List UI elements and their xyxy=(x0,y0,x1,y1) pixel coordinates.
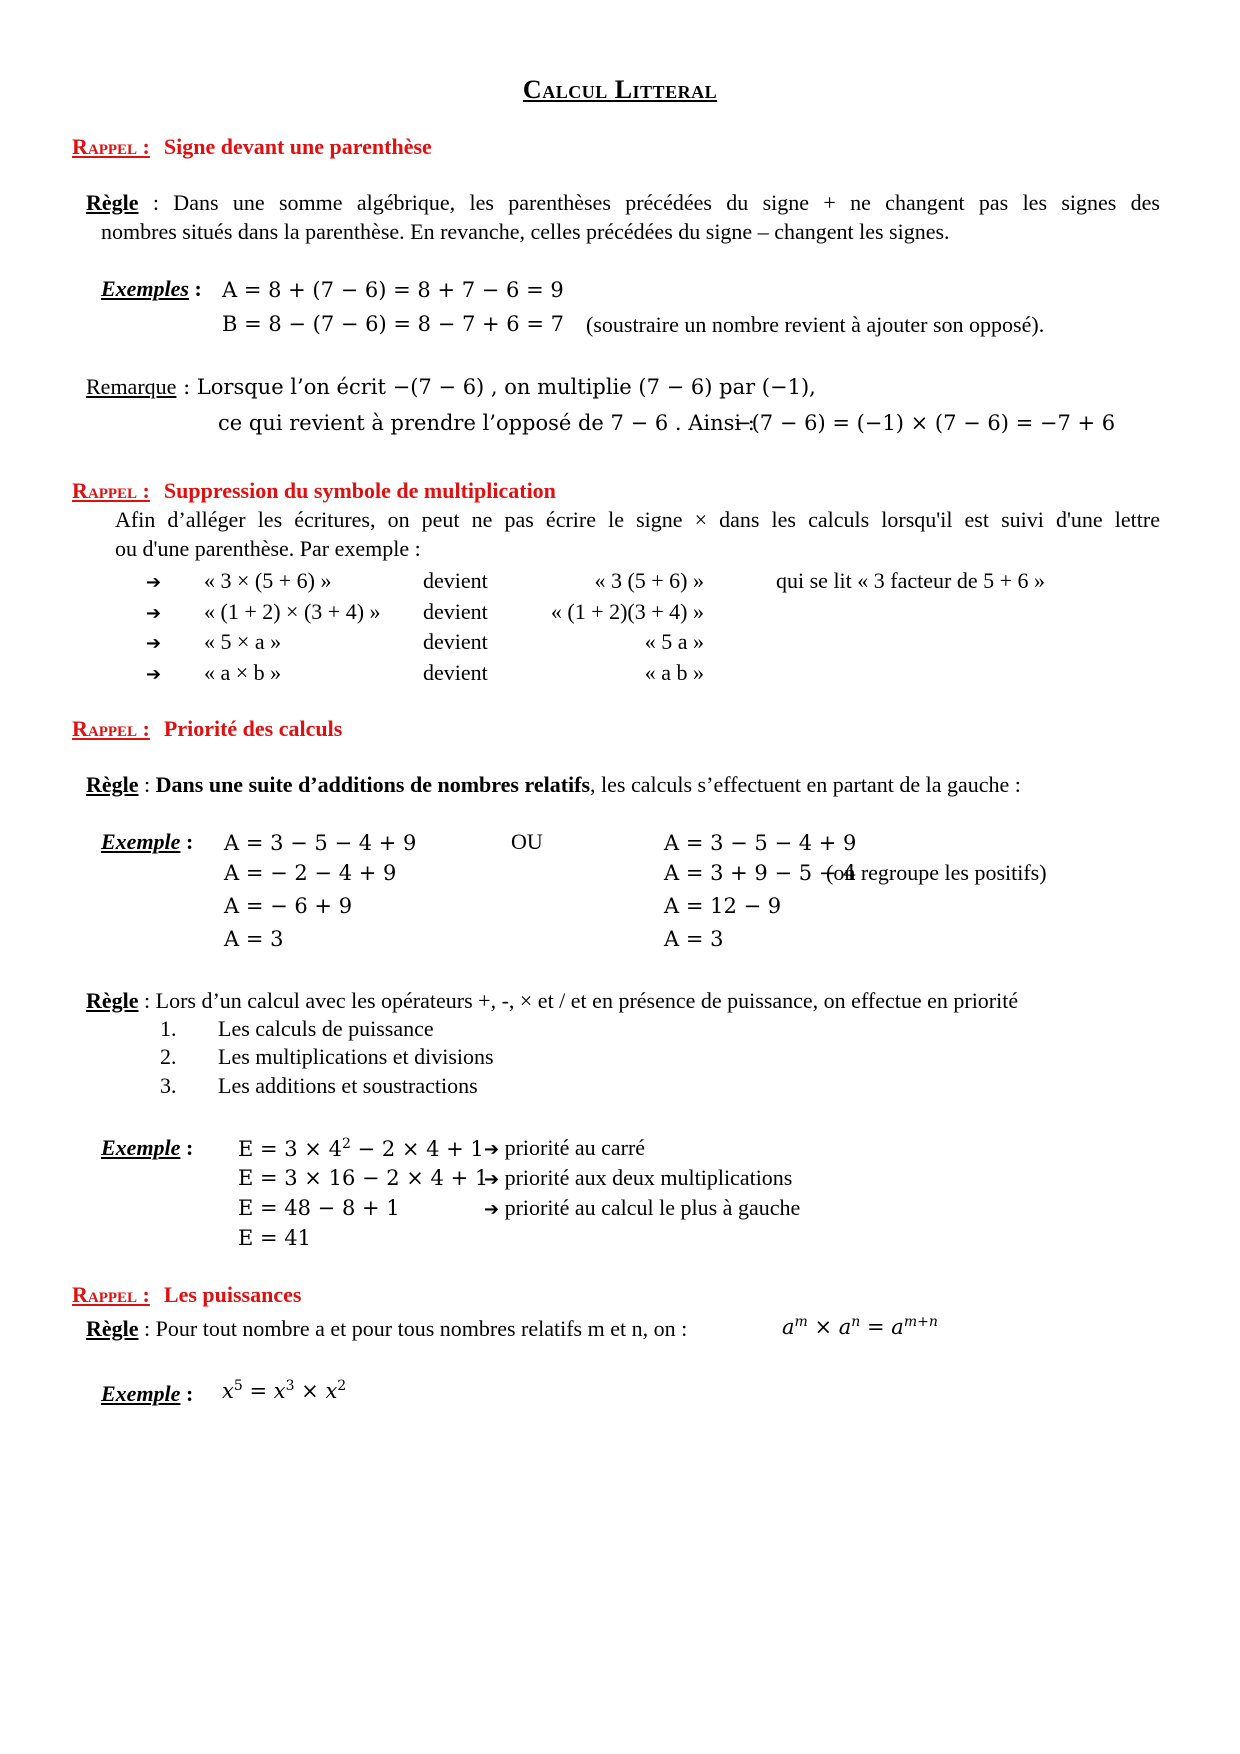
remarque-line2a: ce qui revient à prendre l’opposé de 7 − 6 . Ainsi : xyxy=(218,411,755,435)
exemple-label-row-2 xyxy=(101,1135,193,1161)
e-step xyxy=(238,1136,484,1162)
section-title: Priorité des calculs xyxy=(163,716,343,741)
rappel-tag: Rappel : xyxy=(72,1282,150,1307)
regle-text: : Pour tout nombre a et pour tous nombres relatifs m et n, on : xyxy=(138,1316,688,1341)
regle-paragraph-line2: nombres situés dans la parenthèse. En revanche, celles précédées du signe – changent les signes. xyxy=(101,219,950,244)
rule-verb: devient xyxy=(423,568,488,593)
e-note: priorité aux deux multiplications xyxy=(504,1165,793,1190)
regle-operateurs xyxy=(86,988,1018,1014)
regle-label: Règle xyxy=(86,772,139,797)
remarque-line2b: −(7 − 6) = (−1) × (7 − 6) = −7 + 6 xyxy=(734,411,1116,435)
regle-text: : Lors d’un calcul avec les opérateurs +, -, × et / et en présence de puissance, on effectue en priorité xyxy=(138,988,1019,1013)
list-number: 3. xyxy=(160,1073,177,1098)
left-step: A = − 2 − 4 + 9 xyxy=(224,861,397,885)
rule-to: « 3 (5 + 6) » xyxy=(594,568,704,593)
colon: : xyxy=(180,1135,194,1160)
regle-additions xyxy=(86,772,1021,798)
section-heading-puissances xyxy=(72,1282,301,1308)
rule-from: « 3 × (5 + 6) » xyxy=(204,568,332,593)
example-note: (soustraire un nombre revient à ajouter son opposé). xyxy=(586,312,1045,337)
page-title: Calcul Litteral xyxy=(522,75,718,104)
exemple-label: Exemple xyxy=(101,1135,181,1160)
arrow-right-icon: ➔ xyxy=(484,1169,500,1190)
example-b: B = 8 − (7 − 6) = 8 − 7 + 6 = 7 xyxy=(222,312,564,336)
power-example: $x^5 = x^3 \times x^2$ xyxy=(222,1378,347,1403)
section-title: Les puissances xyxy=(163,1282,302,1307)
arrow-right-icon: ➔ xyxy=(484,1139,500,1160)
rappel-tag: Rappel : xyxy=(72,716,150,741)
arrow-right-icon: ➔ xyxy=(146,603,162,624)
rule-to: « (1 + 2)(3 + 4) » xyxy=(550,599,704,624)
colon: : xyxy=(180,829,194,854)
remarque-label: Remarque xyxy=(86,374,177,399)
exemple-label-row xyxy=(101,829,193,855)
list-item: Les additions et soustractions xyxy=(218,1073,478,1098)
arrow-right-icon: ➔ xyxy=(146,572,162,593)
colon: : xyxy=(180,1381,194,1406)
e-note-row xyxy=(484,1165,792,1191)
right-note: (on regroupe les positifs) xyxy=(826,860,1047,885)
regle-text: : Dans une somme algébrique, les parenthèses précédées du signe + ne changent pas les signes des xyxy=(138,190,1160,215)
remarque-text: : Lorsque l’on écrit −(7 − 6) , on multiplie (7 − 6) par (−1), xyxy=(176,375,816,399)
rule-to: « 5 a » xyxy=(644,629,704,654)
e-step-exponent: 2 xyxy=(341,1136,351,1152)
e-step-tail: − 2 × 4 + 1 xyxy=(350,1137,484,1161)
rule-note: qui se lit « 3 facteur de 5 + 6 » xyxy=(776,568,1046,593)
e-step: E = 41 xyxy=(238,1226,311,1250)
regle-rest: , les calculs s’effectuent en partant de la gauche : xyxy=(590,772,1021,797)
intro-line2: ou d'une parenthèse. Par exemple : xyxy=(115,536,421,561)
left-step: A = 3 − 5 − 4 + 9 xyxy=(224,831,417,855)
arrow-right-icon: ➔ xyxy=(146,664,162,685)
e-step: E = 3 × 16 − 2 × 4 + 1 xyxy=(238,1166,489,1190)
ou-separator: OU xyxy=(511,829,543,854)
example-a: A = 8 + (7 − 6) = 8 + 7 − 6 = 9 xyxy=(222,278,564,302)
e-note: priorité au carré xyxy=(504,1135,646,1160)
rappel-tag: Rappel : xyxy=(72,478,150,503)
exemple-label: Exemple xyxy=(101,829,181,854)
section-heading-signe xyxy=(72,134,432,160)
right-step: A = 3 − 5 − 4 + 9 xyxy=(664,831,857,855)
rule-to: « a b » xyxy=(644,660,704,685)
colon: : xyxy=(189,276,202,301)
left-step: A = 3 xyxy=(224,927,284,951)
remarque-line1 xyxy=(86,374,816,400)
regle-puissances xyxy=(86,1316,687,1342)
e-note: priorité au calcul le plus à gauche xyxy=(504,1195,801,1220)
intro-line1: Afin d’alléger les écritures, on peut ne pas écrire le signe × dans les calculs lorsqu'il est suivi d'une lettre xyxy=(115,507,1160,532)
section-title: Suppression du symbole de multiplication xyxy=(163,478,556,503)
regle-colon: : xyxy=(138,772,156,797)
exemple-label: Exemple xyxy=(101,1381,181,1406)
list-item: Les multiplications et divisions xyxy=(218,1044,494,1069)
section-heading-priorite xyxy=(72,716,342,742)
regle-bold: Dans une suite d’additions de nombres relatifs xyxy=(155,772,591,797)
rule-from: « (1 + 2) × (3 + 4) » xyxy=(204,599,381,624)
list-number: 1. xyxy=(160,1016,177,1041)
regle-paragraph-line1 xyxy=(86,190,1160,216)
rappel-tag: Rappel : xyxy=(72,134,150,159)
rule-from: « a × b » xyxy=(204,660,282,685)
exemple-label-row-3 xyxy=(101,1381,193,1407)
rule-verb: devient xyxy=(423,599,488,624)
section-title: Signe devant une parenthèse xyxy=(163,134,432,159)
rule-from: « 5 × a » xyxy=(204,629,282,654)
regle-label: Règle xyxy=(86,190,139,215)
left-step: A = − 6 + 9 xyxy=(224,894,353,918)
rule-verb: devient xyxy=(423,660,488,685)
exemples-label-row xyxy=(101,276,202,302)
regle-label: Règle xyxy=(86,1316,139,1341)
right-step: A = 3 + 9 − 5 − 4 xyxy=(664,861,857,885)
rule-verb: devient xyxy=(423,629,488,654)
e-note-row xyxy=(484,1135,645,1161)
right-step: A = 3 xyxy=(664,927,724,951)
power-formula: $a^m \times a^n = a^{m+n}$ xyxy=(782,1314,938,1339)
right-step: A = 12 − 9 xyxy=(664,894,782,918)
e-step: E = 48 − 8 + 1 xyxy=(238,1196,400,1220)
list-number: 2. xyxy=(160,1044,177,1069)
arrow-right-icon: ➔ xyxy=(146,633,162,654)
section-heading-multiplication xyxy=(72,478,556,504)
e-note-row xyxy=(484,1195,800,1221)
arrow-right-icon: ➔ xyxy=(484,1199,500,1220)
e-step-base: E = 3 × 4 xyxy=(238,1137,342,1161)
exemples-label: Exemples xyxy=(101,276,189,301)
list-item: Les calculs de puissance xyxy=(218,1016,434,1041)
regle-label: Règle xyxy=(86,988,139,1013)
